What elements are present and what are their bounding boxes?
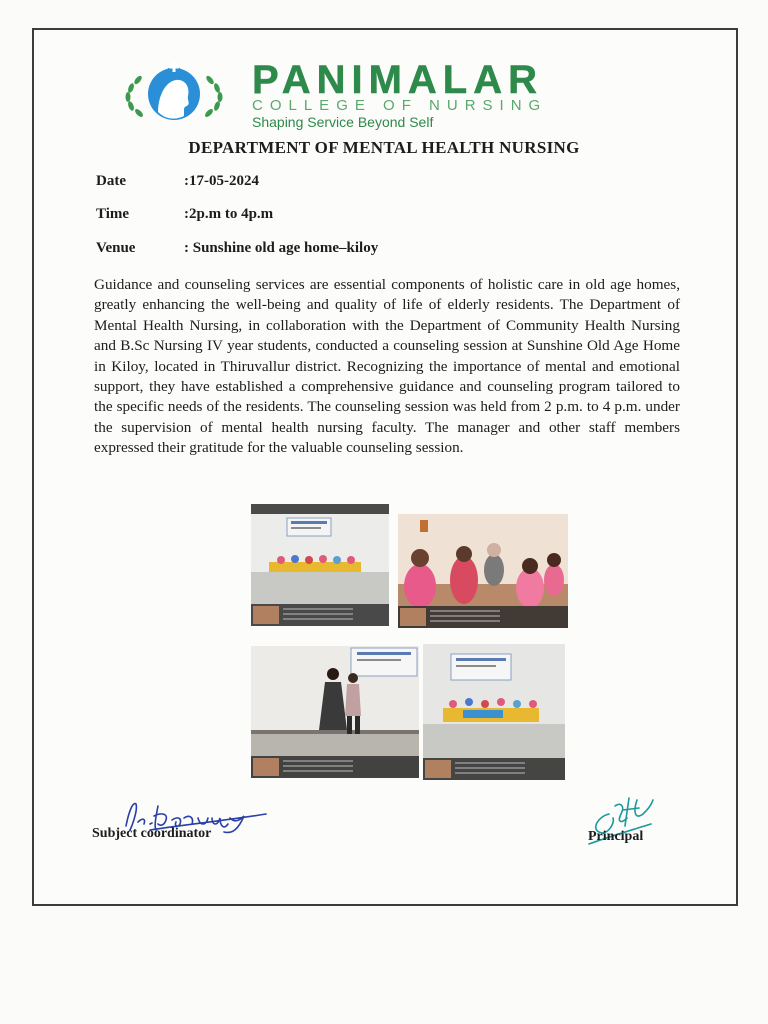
report-paragraph: Guidance and counseling services are essential components of holistic care in old age homes, greatly enhancing the well-being and quality of life of elderly residents. The Department of Mental Health Nursing, in collaboration with the Department of Community Health Nursing and B.Sc Nursing IV year students, conducted a counseling session at Sunshine Old Age Home in Kiloy, located in Thiruvallur district. Recognizing the importance of mental and emotional support, they have established a comprehensive guidance and counseling program tailored to the specific needs of the residents. The counseling session was held from 2 p.m. to 4 p.m. under the supervision of mental health nursing faculty. The manager and other staff members expressed their gratitude for the valuable counseling session. [94, 276, 680, 457]
gps-text-lines [283, 608, 353, 622]
event-photo-3 [251, 646, 419, 778]
gps-text-lines [283, 760, 353, 774]
college-brand [252, 60, 672, 130]
time-row [96, 206, 273, 223]
college-type: COLLEGE OF NURSING [252, 97, 548, 114]
gps-text-lines [430, 610, 500, 624]
gps-map-thumbnail [253, 606, 279, 624]
time-value: :2p.m to 4p.m [184, 206, 274, 222]
venue-value: : Sunshine old age home–kiloy [184, 240, 379, 256]
subject-coordinator-label: Subject coordinator [92, 826, 212, 841]
gps-map-thumbnail [425, 760, 451, 778]
gps-map-thumbnail [253, 758, 279, 776]
principal-label: Principal [588, 829, 644, 844]
event-photo-2 [398, 514, 568, 628]
gps-map-thumbnail [400, 608, 426, 626]
venue-row [96, 240, 378, 257]
gps-text-lines [455, 762, 525, 776]
college-logo [118, 60, 230, 122]
date-value: :17-05-2024 [184, 173, 259, 189]
event-photo-1 [251, 504, 389, 626]
date-label: Date [96, 173, 126, 189]
date-row [96, 173, 259, 190]
time-label: Time [96, 206, 130, 222]
event-photo-4 [423, 644, 565, 780]
college-tagline: Shaping Service Beyond Self [252, 114, 434, 130]
college-name: PANIMALAR [252, 58, 544, 102]
department-heading: DEPARTMENT OF MENTAL HEALTH NURSING [188, 138, 580, 157]
venue-label: Venue [96, 240, 136, 256]
